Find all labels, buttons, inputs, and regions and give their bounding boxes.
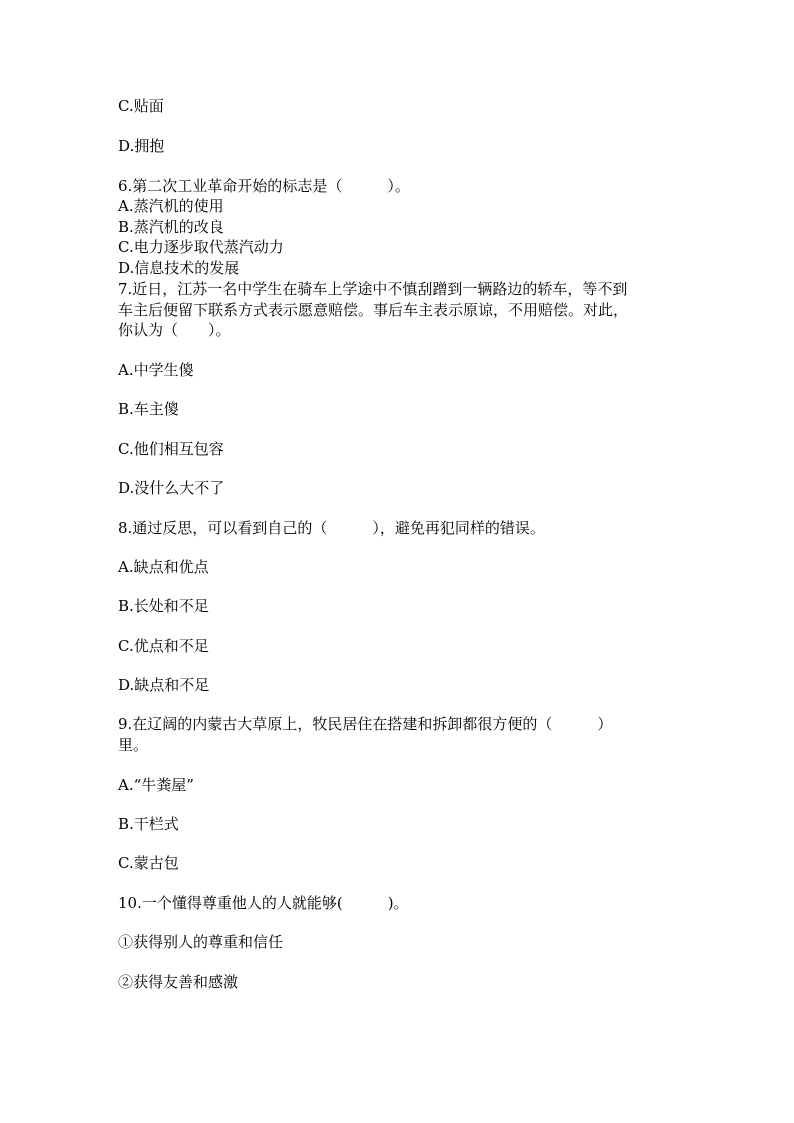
q5-option-d: D.拥抱 [118, 137, 165, 155]
q6-option-d: D.信息技术的发展 [118, 259, 240, 277]
q9-question-line-1: 9.在辽阔的内蒙古大草原上，牧民居住在搭建和拆卸都很方便的（ ） [118, 715, 613, 733]
q8-option-b: B.长处和不足 [118, 597, 209, 615]
q7-question-line-2: 车主后便留下联系方式表示愿意赔偿。事后车主表示原谅，不用赔偿。对此， [118, 301, 629, 319]
q5-option-c: C.贴面 [118, 97, 164, 115]
q7-question-line-3: 你认为（ ）。 [118, 321, 231, 339]
q7-option-d: D.没什么大不了 [118, 479, 225, 497]
q6-option-c: C.电力逐步取代蒸汽动力 [118, 238, 284, 256]
q8-option-a: A.缺点和优点 [118, 558, 209, 576]
q9-option-b: B.干栏式 [118, 815, 179, 833]
q6-option-a: A.蒸汽机的使用 [118, 197, 224, 215]
q7-option-c: C.他们相互包容 [118, 440, 224, 458]
q7-option-b: B.车主傻 [118, 400, 179, 418]
q8-question: 8.通过反思，可以看到自己的（ ），避免再犯同样的错误。 [118, 519, 545, 537]
q7-option-a: A.中学生傻 [118, 361, 194, 379]
q9-question-line-2: 里。 [118, 736, 149, 754]
q9-option-a: A.“牛粪屋” [118, 776, 194, 794]
q8-option-d: D.缺点和不足 [118, 676, 210, 694]
q7-question-line-1: 7.近日，江苏一名中学生在骑车上学途中不慎刮蹭到一辆路边的轿车，等不到 [118, 280, 628, 298]
q10-question: 10.一个懂得尊重他人的人就能够( )。 [118, 894, 409, 912]
q10-statement-1: ①获得别人的尊重和信任 [118, 933, 284, 951]
q8-option-c: C.优点和不足 [118, 637, 209, 655]
q6-option-b: B.蒸汽机的改良 [118, 218, 224, 236]
q9-option-c: C.蒙古包 [118, 854, 179, 872]
q10-statement-2: ②获得友善和感激 [118, 973, 239, 991]
q6-question: 6.第二次工业革命开始的标志是（ ）。 [118, 177, 410, 195]
